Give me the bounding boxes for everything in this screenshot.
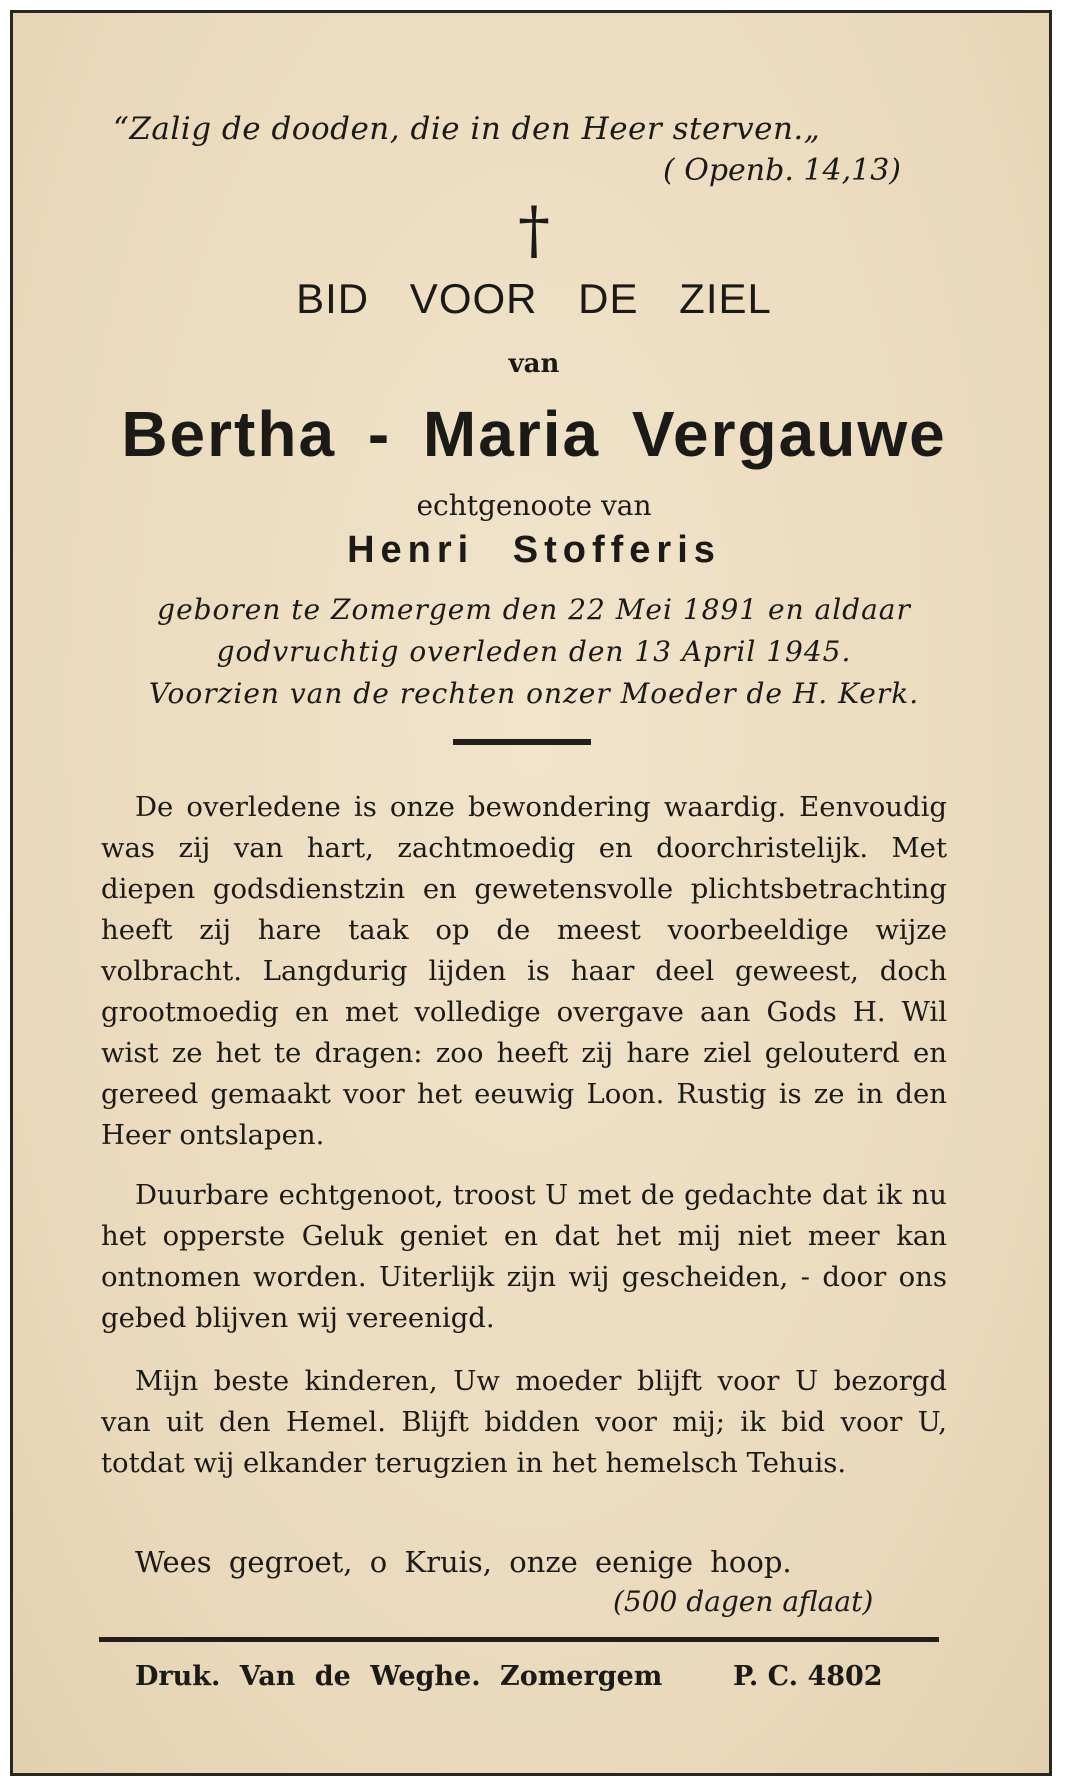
indulgence-note: (500 dagen aflaat) (613, 1585, 874, 1618)
deceased-name: Bertha - Maria Vergauwe (121, 398, 947, 470)
van-label: van (508, 349, 560, 379)
paragraph-character: De overledene is onze bewondering waardig. Eenvoudig was zij van hart, zachtmoedig en doorchristelijk. Met diepen godsdienstzin en gewetensvolle plichtsbetrachting heeft zij hare taak op de meest voorbeeldige wijze volbracht. Langdurig lijden is haar deel geweest, doch grootmoedig en met volledige overgave aan Gods H. Wil wist ze het te dragen: zoo heeft zij hare ziel gelouterd en gereed gemaakt voor het eeuwig Loon. Rustig is ze in den Heer ontslapen. (101, 791, 947, 1151)
printer-imprint: Druk. Van de Weghe. Zomergem (135, 1661, 663, 1692)
paragraph-children: Mijn beste kinderen, Uw moeder blijft voor U bezorgd van uit den Hemel. Blijft bidden voor mij; ik bid voor U, totdat wij elkander terugzien in het hemelsch Tehuis. (101, 1365, 947, 1479)
paragraph-spouse: Duurbare echtgenoot, troost U met de gedachte dat ik nu het opperste Geluk geniet en dat het mij niet meer kan ontnomen worden. Uiterlijk zijn wij gescheiden, - door ons gebed blijven wij vereenigd. (101, 1179, 947, 1334)
scripture-quote: “Zalig de dooden, die in den Heer sterven.„ (113, 111, 821, 147)
birth-line: geboren te Zomergem den 22 Mei 1891 en aldaar (157, 593, 911, 626)
memorial-card (10, 10, 1052, 1776)
spouse-name: Henri Stofferis (347, 529, 721, 571)
spouse-label: echtgenoote van (416, 489, 652, 522)
scripture-reference: ( Openb. 14,13) (663, 153, 901, 188)
prayer-heading: BID VOOR DE ZIEL (296, 275, 772, 322)
death-line: godvruchtig overleden den 13 April 1945. (216, 635, 852, 668)
closing-prayer: Wees gegroet, o Kruis, onze eenige hoop. (135, 1545, 792, 1579)
cross-icon: † (518, 194, 550, 268)
divider (453, 739, 591, 745)
print-code: P. C. 4802 (733, 1661, 883, 1692)
footer-rule (99, 1637, 939, 1642)
sacraments-line: Voorzien van de rechten onzer Moeder de H. Kerk. (148, 677, 920, 710)
